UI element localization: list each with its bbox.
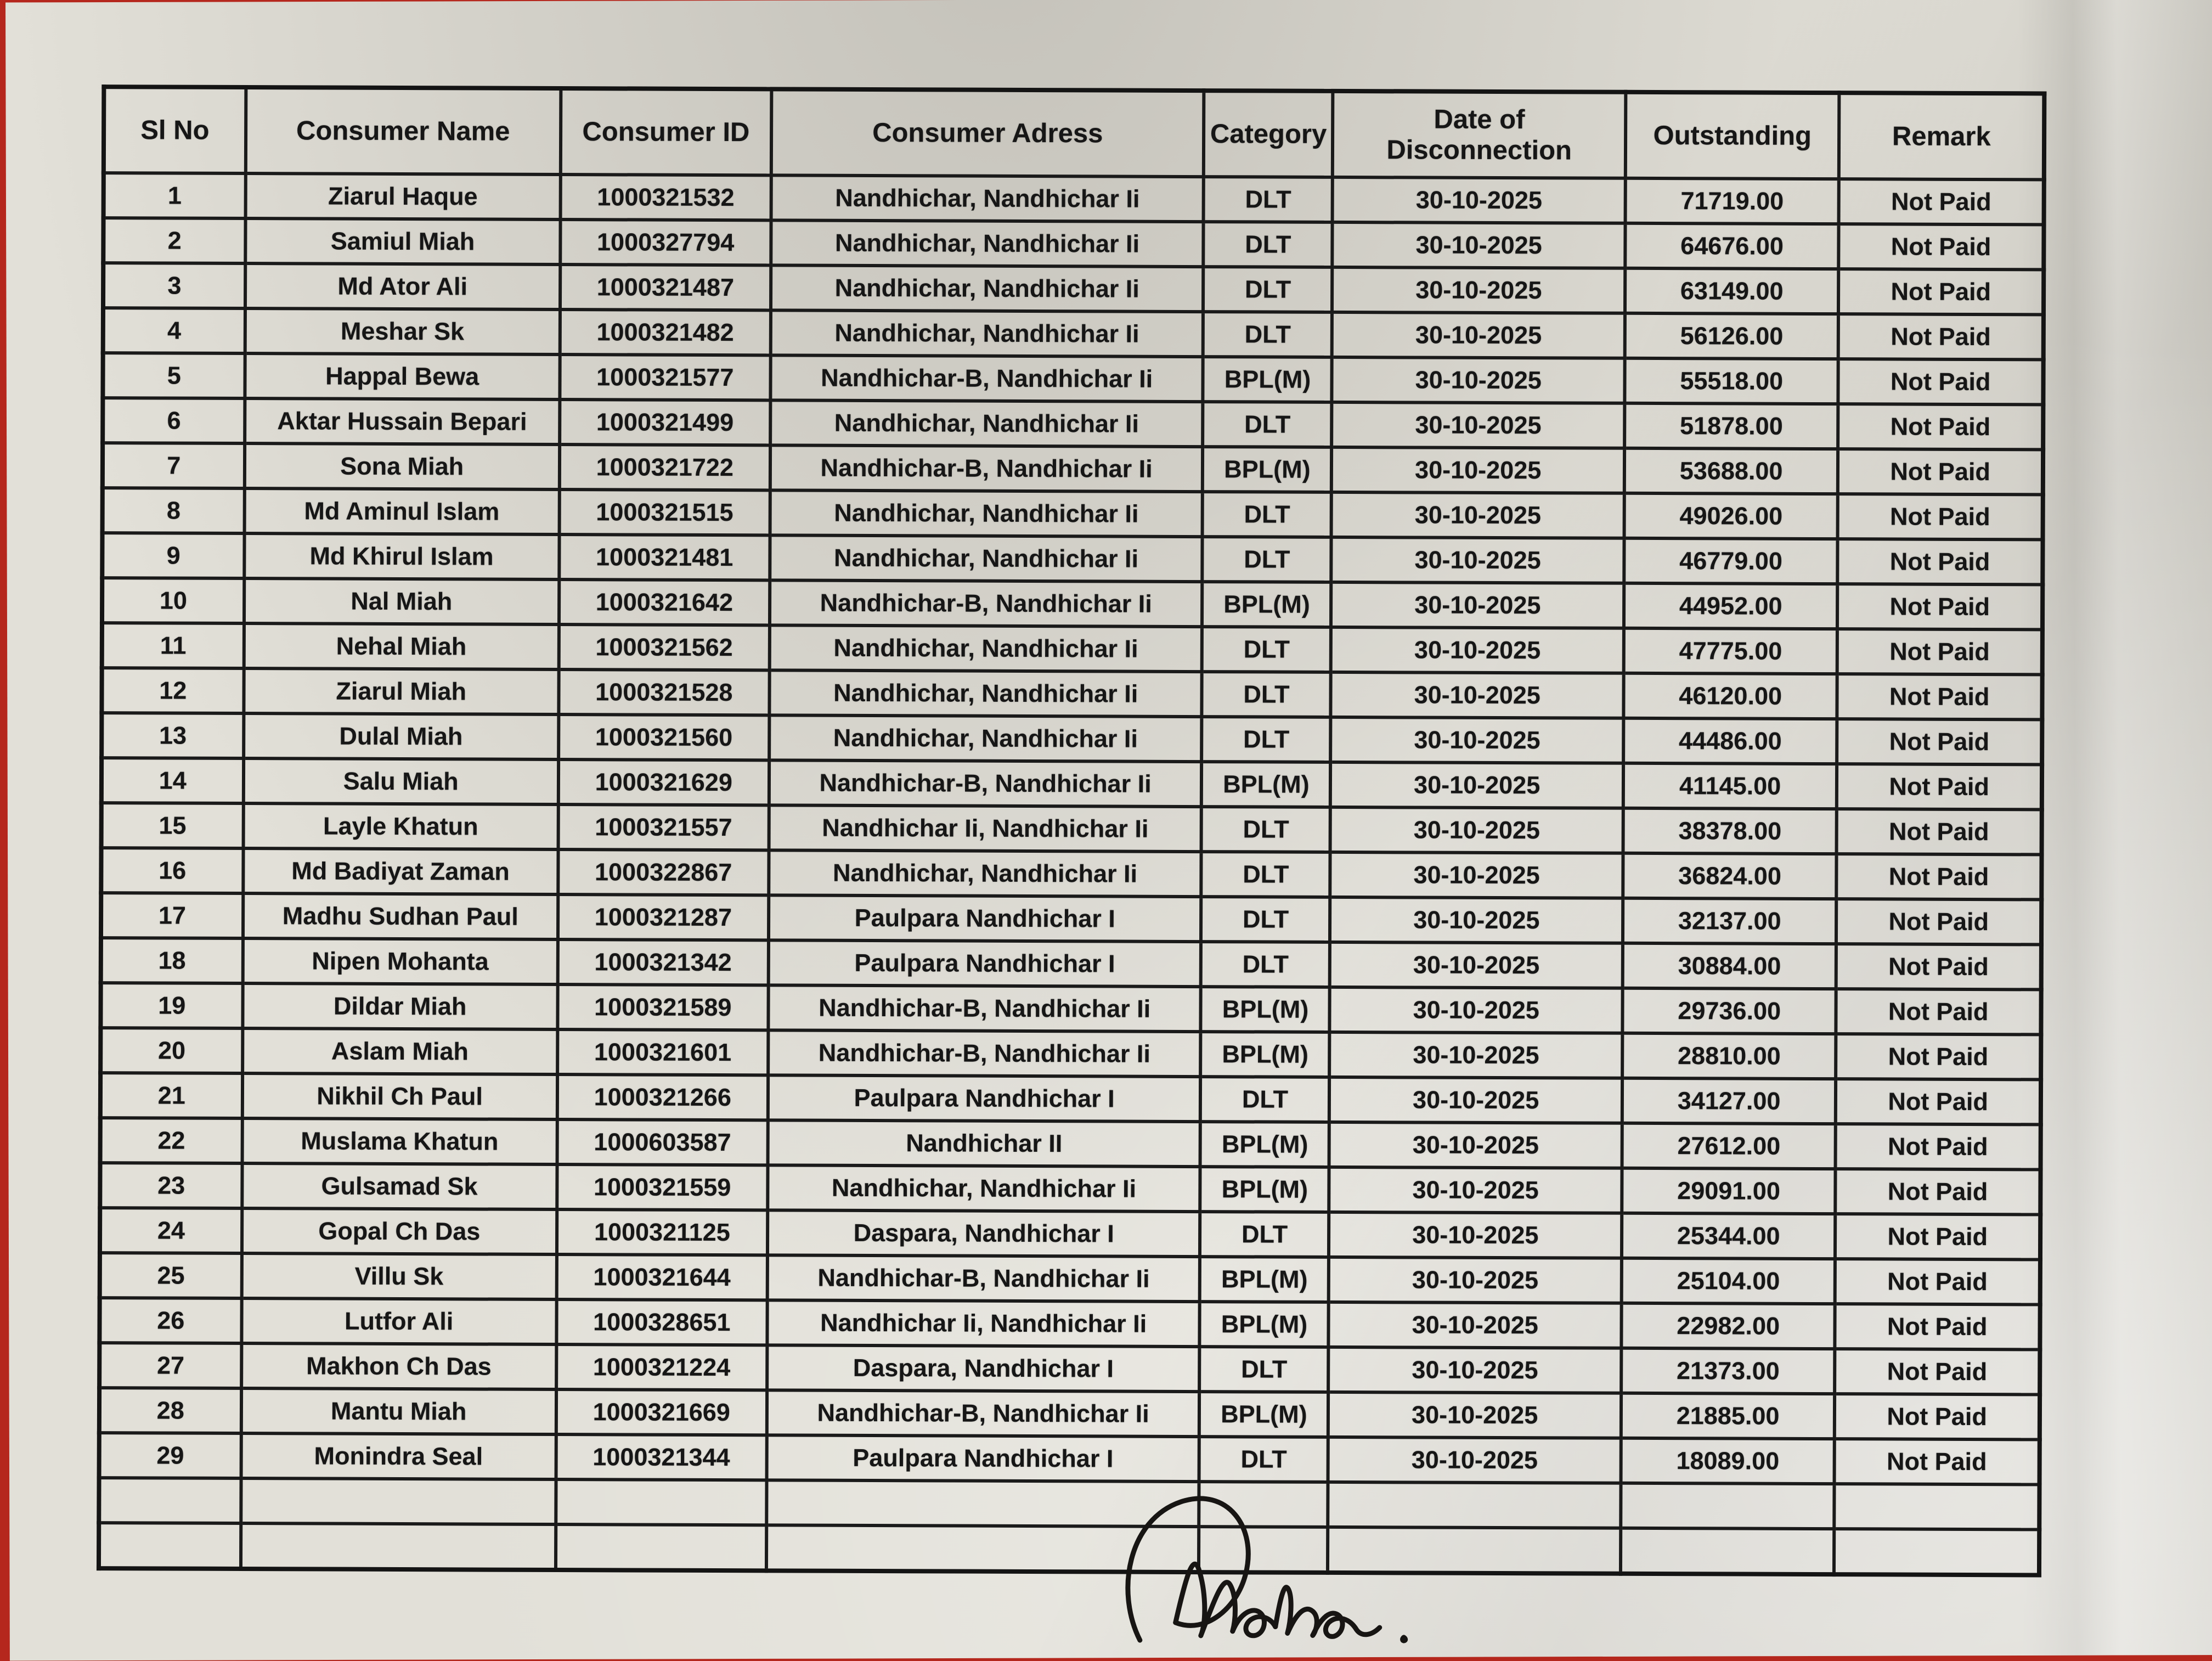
cell-remark: Not Paid [1835, 1304, 2040, 1349]
cell-category: DLT [1202, 672, 1331, 717]
cell-address: Nandhichar-B, Nandhichar Ii [770, 580, 1203, 627]
cell-address: Nandhichar, Nandhichar Ii [768, 1165, 1200, 1212]
cell-outstanding: 25104.00 [1622, 1258, 1836, 1304]
cell-id: 1000321577 [560, 354, 770, 400]
cell-id: 1000321722 [560, 444, 770, 490]
cell-date: 30-10-2025 [1329, 1167, 1622, 1213]
cell-name: Nal Miah [244, 578, 559, 624]
cell-date: 30-10-2025 [1332, 402, 1625, 448]
cell-category: BPL(M) [1201, 987, 1330, 1032]
cell-sl: 18 [101, 938, 243, 983]
cell-address: Nandhichar-B, Nandhichar Ii [768, 1255, 1200, 1302]
cell-date: 30-10-2025 [1329, 1302, 1622, 1348]
table-row [101, 938, 2041, 989]
cell-address: Nandhichar Ii, Nandhichar Ii [767, 1300, 1200, 1347]
cell-id: 1000321589 [557, 984, 768, 1030]
cell-name: Ziarul Miah [244, 668, 558, 714]
cell-outstanding: 29736.00 [1622, 988, 1836, 1034]
table-row [103, 353, 2043, 404]
cell-outstanding: 18089.00 [1621, 1438, 1835, 1484]
empty-cell-name [241, 1478, 556, 1524]
cell-remark: Not Paid [1836, 1079, 2041, 1124]
cell-name: Layle Khatun [243, 803, 558, 849]
cell-address: Nandhichar II [768, 1120, 1200, 1167]
cell-remark: Not Paid [1835, 1349, 2040, 1394]
cell-name: Gulsamad Sk [242, 1163, 557, 1209]
cell-address: Nandhichar, Nandhichar Ii [770, 490, 1203, 537]
cell-category: DLT [1201, 942, 1330, 987]
cell-id: 1000321601 [557, 1029, 768, 1075]
cell-remark: Not Paid [1836, 944, 2041, 989]
cell-sl: 5 [103, 353, 245, 398]
cell-id: 1000328651 [556, 1299, 767, 1345]
cell-date: 30-10-2025 [1329, 1122, 1622, 1168]
cell-date: 30-10-2025 [1330, 897, 1623, 943]
table-header [104, 87, 2045, 179]
cell-outstanding: 47775.00 [1624, 628, 1838, 674]
cell-id: 1000321266 [557, 1074, 768, 1120]
cell-outstanding: 25344.00 [1622, 1213, 1836, 1259]
cell-name: Md Aminul Islam [244, 488, 559, 534]
cell-remark: Not Paid [1838, 494, 2043, 539]
cell-name: Nipen Mohanta [242, 938, 557, 984]
cell-id: 1000321224 [556, 1344, 767, 1390]
cell-category: DLT [1200, 1212, 1329, 1257]
cell-category: DLT [1202, 717, 1331, 762]
cell-remark: Not Paid [1838, 314, 2044, 359]
cell-address: Nandhichar, Nandhichar Ii [771, 220, 1204, 267]
paper-sheet [5, 0, 2212, 1661]
cell-category: DLT [1200, 1077, 1329, 1122]
cell-remark: Not Paid [1837, 584, 2042, 629]
cell-remark: Not Paid [1835, 1439, 2040, 1484]
cell-id: 1000321532 [560, 174, 771, 220]
table-row [103, 308, 2044, 359]
cell-id: 1000321557 [558, 804, 769, 850]
cell-outstanding: 27612.00 [1622, 1123, 1836, 1169]
cell-address: Nandhichar, Nandhichar Ii [769, 670, 1202, 717]
cell-date: 30-10-2025 [1331, 672, 1624, 718]
cell-name: Ziarul Haque [245, 173, 560, 219]
table-row [102, 533, 2042, 584]
empty-cell-id [556, 1479, 766, 1525]
cell-name: Aslam Miah [242, 1028, 557, 1074]
cell-remark: Not Paid [1835, 1214, 2040, 1259]
table-row [100, 1163, 2040, 1214]
cell-outstanding: 56126.00 [1625, 313, 1839, 359]
cell-outstanding: 38378.00 [1623, 808, 1837, 854]
cell-sl: 12 [101, 668, 244, 713]
cell-category: DLT [1203, 312, 1332, 357]
cell-outstanding: 34127.00 [1622, 1078, 1836, 1124]
cell-category: DLT [1202, 627, 1331, 672]
cell-id: 1000321499 [560, 399, 770, 445]
cell-category: DLT [1204, 177, 1333, 222]
cell-id: 1000321342 [557, 939, 768, 985]
cell-category: BPL(M) [1201, 762, 1330, 807]
empty-row [99, 1478, 2039, 1529]
table-row [101, 758, 2042, 809]
cell-sl: 21 [100, 1073, 242, 1118]
cell-name: Dulal Miah [244, 713, 558, 759]
cell-remark: Not Paid [1838, 449, 2043, 494]
cell-name: Makhon Ch Das [241, 1343, 556, 1389]
cell-remark: Not Paid [1835, 1394, 2040, 1439]
cell-sl: 27 [99, 1343, 241, 1388]
cell-sl: 3 [103, 263, 245, 308]
table-row [102, 623, 2042, 674]
signature-handwriting [1098, 1475, 1450, 1657]
cell-address: Nandhichar-B, Nandhichar Ii [767, 1390, 1200, 1437]
cell-address: Nandhichar-B, Nandhichar Ii [770, 355, 1203, 402]
column-header-date: Date of Disconnection [1333, 91, 1626, 178]
cell-sl: 8 [103, 488, 245, 533]
cell-sl: 25 [100, 1253, 242, 1298]
cell-name: Mantu Miah [241, 1388, 556, 1434]
cell-sl: 19 [100, 983, 242, 1028]
cell-sl: 14 [101, 758, 244, 803]
cell-address: Nandhichar-B, Nandhichar Ii [768, 985, 1201, 1032]
cell-category: BPL(M) [1203, 357, 1332, 402]
cell-category: DLT [1201, 852, 1330, 897]
column-header-category: Category [1204, 91, 1333, 177]
empty-row [99, 1523, 2039, 1575]
cell-outstanding: 21373.00 [1621, 1348, 1835, 1394]
table-row [100, 983, 2041, 1034]
table-row [99, 1343, 2040, 1394]
cell-date: 30-10-2025 [1330, 852, 1623, 898]
cell-address: Paulpara Nandhichar I [768, 1075, 1201, 1122]
cell-id: 1000321642 [559, 579, 770, 625]
column-header-remark: Remark [1839, 93, 2044, 179]
cell-date: 30-10-2025 [1331, 627, 1624, 673]
cell-remark: Not Paid [1835, 1259, 2040, 1304]
column-header-name: Consumer Name [245, 87, 561, 174]
table-row [100, 1118, 2041, 1169]
cell-name: Meshar Sk [245, 308, 560, 354]
cell-address: Daspara, Nandhichar I [767, 1345, 1200, 1392]
table-row [103, 398, 2043, 449]
cell-outstanding: 36824.00 [1623, 853, 1837, 899]
cell-date: 30-10-2025 [1328, 1392, 1621, 1438]
cell-remark: Not Paid [1836, 899, 2041, 944]
cell-name: Muslama Khatun [242, 1118, 557, 1164]
cell-outstanding: 49026.00 [1624, 493, 1838, 539]
cell-sl: 29 [99, 1433, 241, 1478]
cell-id: 1000322867 [558, 849, 769, 895]
cell-address: Paulpara Nandhichar I [766, 1435, 1199, 1482]
table-row [100, 1073, 2041, 1124]
cell-category: DLT [1201, 807, 1330, 852]
cell-name: Md Ator Ali [245, 263, 560, 309]
cell-category: DLT [1201, 897, 1330, 942]
empty-cell-remark [1834, 1529, 2039, 1575]
cell-date: 30-10-2025 [1333, 222, 1626, 268]
cell-remark: Not Paid [1837, 854, 2042, 899]
empty-cell-id [556, 1524, 766, 1570]
cell-id: 1000321125 [557, 1209, 768, 1255]
table-row [101, 668, 2042, 719]
cell-address: Nandhichar, Nandhichar Ii [771, 310, 1204, 357]
cell-name: Nehal Miah [244, 623, 558, 669]
cell-outstanding: 44486.00 [1623, 718, 1837, 764]
empty-cell-outstanding [1621, 1483, 1835, 1529]
cell-category: BPL(M) [1201, 1032, 1330, 1077]
cell-address: Nandhichar-B, Nandhichar Ii [768, 1030, 1201, 1077]
cell-id: 1000321487 [560, 264, 771, 310]
cell-address: Nandhichar-B, Nandhichar Ii [770, 445, 1203, 492]
cell-date: 30-10-2025 [1331, 537, 1624, 583]
table-row [103, 263, 2044, 314]
cell-date: 30-10-2025 [1330, 987, 1623, 1033]
cell-sl: 28 [99, 1388, 241, 1433]
cell-sl: 2 [103, 218, 245, 263]
cell-address: Nandhichar Ii, Nandhichar Ii [769, 805, 1201, 852]
cell-category: DLT [1203, 402, 1332, 447]
cell-address: Nandhichar, Nandhichar Ii [770, 400, 1203, 447]
cell-name: Madhu Sudhan Paul [243, 893, 558, 939]
cell-sl: 10 [102, 578, 244, 623]
cell-id: 1000321669 [556, 1389, 767, 1435]
cell-address: Paulpara Nandhichar I [769, 895, 1201, 942]
cell-category: BPL(M) [1202, 582, 1331, 627]
cell-sl: 4 [103, 308, 245, 353]
table-row [103, 443, 2043, 494]
table-row [100, 1028, 2041, 1079]
disconnection-table [97, 85, 2046, 1577]
cell-category: DLT [1203, 537, 1331, 582]
cell-id: 1000603587 [557, 1119, 768, 1165]
cell-outstanding: 46779.00 [1624, 538, 1838, 584]
cell-date: 30-10-2025 [1331, 582, 1624, 628]
cell-date: 30-10-2025 [1332, 312, 1625, 358]
column-header-id: Consumer ID [561, 88, 772, 175]
cell-sl: 6 [103, 398, 245, 443]
table-row [101, 848, 2041, 899]
table-row [102, 578, 2042, 629]
cell-sl: 26 [99, 1298, 241, 1343]
cell-date: 30-10-2025 [1331, 717, 1624, 763]
cell-date: 30-10-2025 [1331, 492, 1624, 538]
cell-id: 1000321644 [556, 1254, 767, 1300]
cell-remark: Not Paid [1839, 179, 2044, 224]
cell-remark: Not Paid [1836, 1124, 2041, 1169]
header-row [104, 87, 2045, 179]
cell-name: Md Badiyat Zaman [243, 848, 558, 894]
cell-address: Daspara, Nandhichar I [768, 1210, 1200, 1257]
cell-id: 1000321344 [556, 1434, 766, 1480]
cell-date: 30-10-2025 [1330, 942, 1623, 988]
cell-id: 1000327794 [560, 219, 771, 265]
cell-date: 30-10-2025 [1330, 762, 1623, 808]
cell-remark: Not Paid [1836, 1034, 2041, 1079]
empty-cell-name [241, 1523, 556, 1570]
cell-date: 30-10-2025 [1330, 807, 1623, 853]
table-row [99, 1298, 2040, 1349]
cell-id: 1000321287 [558, 894, 769, 940]
cell-remark: Not Paid [1837, 674, 2042, 719]
cell-name: Monindra Seal [241, 1433, 556, 1479]
cell-outstanding: 53688.00 [1624, 448, 1838, 494]
cell-category: DLT [1203, 267, 1332, 312]
cell-sl: 23 [100, 1163, 242, 1208]
table-row [101, 713, 2042, 764]
cell-category: BPL(M) [1203, 447, 1331, 492]
table-row [101, 893, 2041, 944]
table-row [99, 1388, 2040, 1439]
cell-category: DLT [1204, 222, 1333, 267]
cell-outstanding: 22982.00 [1621, 1303, 1835, 1349]
cell-remark: Not Paid [1836, 989, 2041, 1034]
cell-remark: Not Paid [1837, 764, 2042, 809]
cell-name: Villu Sk [241, 1253, 556, 1299]
cell-sl: 13 [101, 713, 244, 758]
cell-outstanding: 21885.00 [1621, 1393, 1835, 1439]
cell-address: Nandhichar, Nandhichar Ii [771, 265, 1204, 312]
cell-date: 30-10-2025 [1329, 1212, 1622, 1258]
cell-sl: 22 [100, 1118, 242, 1163]
cell-address: Paulpara Nandhichar I [769, 940, 1201, 987]
cell-date: 30-10-2025 [1332, 357, 1625, 403]
cell-category: DLT [1203, 492, 1331, 537]
cell-sl: 20 [100, 1028, 242, 1073]
cell-remark: Not Paid [1838, 539, 2043, 584]
cell-address: Nandhichar-B, Nandhichar Ii [769, 760, 1202, 807]
cell-sl: 16 [101, 848, 243, 893]
cell-sl: 17 [101, 893, 243, 938]
cell-remark: Not Paid [1837, 719, 2042, 764]
cell-date: 30-10-2025 [1330, 1032, 1623, 1078]
empty-cell-outstanding [1621, 1528, 1835, 1574]
empty-cell-sl [99, 1478, 241, 1523]
cell-sl: 24 [100, 1208, 242, 1253]
cell-id: 1000321562 [558, 624, 769, 670]
cell-category: DLT [1200, 1347, 1329, 1392]
cell-outstanding: 71719.00 [1626, 178, 1839, 224]
column-header-address: Consumer Adress [771, 89, 1204, 177]
cell-category: BPL(M) [1200, 1302, 1329, 1347]
cell-address: Nandhichar, Nandhichar Ii [769, 850, 1201, 897]
table-row [103, 488, 2043, 539]
column-header-sl: Sl No [104, 87, 246, 173]
cell-sl: 15 [101, 803, 244, 848]
cell-outstanding: 64676.00 [1625, 223, 1839, 269]
cell-outstanding: 46120.00 [1623, 673, 1837, 719]
cell-date: 30-10-2025 [1329, 1257, 1622, 1303]
cell-remark: Not Paid [1838, 269, 2044, 314]
cell-name: Md Khirul Islam [244, 533, 559, 579]
cell-name: Nikhil Ch Paul [242, 1073, 557, 1119]
cell-name: Lutfor Ali [241, 1298, 556, 1344]
cell-name: Aktar Hussain Bepari [245, 398, 560, 444]
table-body [99, 173, 2044, 1575]
cell-id: 1000321528 [558, 669, 769, 715]
cell-outstanding: 32137.00 [1623, 898, 1837, 944]
table-row [103, 218, 2044, 269]
cell-outstanding: 29091.00 [1622, 1168, 1836, 1214]
table-row [104, 173, 2044, 224]
cell-outstanding: 44952.00 [1624, 583, 1838, 629]
cell-outstanding: 41145.00 [1623, 763, 1837, 809]
cell-id: 1000321629 [558, 759, 769, 805]
cell-remark: Not Paid [1837, 629, 2042, 674]
cell-category: BPL(M) [1200, 1122, 1329, 1167]
cell-remark: Not Paid [1838, 404, 2043, 449]
empty-cell-remark [1835, 1484, 2040, 1529]
cell-outstanding: 63149.00 [1625, 268, 1839, 314]
cell-id: 1000321559 [557, 1164, 768, 1210]
cell-category: DLT [1199, 1437, 1328, 1482]
cell-remark: Not Paid [1837, 809, 2042, 854]
cell-date: 30-10-2025 [1332, 267, 1625, 313]
table-row [99, 1433, 2040, 1484]
cell-id: 1000321481 [559, 534, 770, 580]
cell-address: Nandhichar, Nandhichar Ii [771, 175, 1204, 222]
cell-outstanding: 28810.00 [1622, 1033, 1836, 1079]
cell-sl: 1 [104, 173, 246, 218]
cell-name: Samiul Miah [245, 218, 560, 264]
table-row [100, 1208, 2040, 1259]
cell-date: 30-10-2025 [1333, 177, 1626, 223]
cell-name: Salu Miah [243, 758, 558, 804]
column-header-outstanding: Outstanding [1626, 92, 1839, 179]
cell-name: Dildar Miah [242, 983, 557, 1029]
cell-date: 30-10-2025 [1329, 1077, 1622, 1123]
cell-remark: Not Paid [1839, 224, 2044, 269]
cell-sl: 7 [103, 443, 245, 488]
cell-date: 30-10-2025 [1328, 1437, 1621, 1483]
cell-name: Gopal Ch Das [242, 1208, 557, 1254]
table-row [100, 1253, 2040, 1304]
cell-sl: 9 [102, 533, 244, 578]
empty-cell-sl [99, 1523, 241, 1569]
cell-category: BPL(M) [1200, 1167, 1329, 1212]
table-row [101, 803, 2042, 854]
cell-address: Nandhichar, Nandhichar Ii [770, 535, 1203, 582]
cell-address: Nandhichar, Nandhichar Ii [770, 625, 1203, 672]
cell-remark: Not Paid [1836, 1169, 2041, 1214]
cell-category: BPL(M) [1200, 1257, 1329, 1302]
cell-category: BPL(M) [1199, 1392, 1328, 1437]
cell-date: 30-10-2025 [1329, 1347, 1622, 1393]
cell-id: 1000321482 [560, 309, 770, 355]
cell-name: Sona Miah [244, 443, 559, 489]
cell-outstanding: 51878.00 [1624, 403, 1838, 449]
cell-date: 30-10-2025 [1331, 447, 1624, 493]
cell-sl: 11 [102, 623, 244, 668]
cell-id: 1000321515 [559, 489, 770, 535]
cell-name: Happal Bewa [245, 353, 560, 399]
cell-id: 1000321560 [558, 714, 769, 760]
cell-outstanding: 30884.00 [1623, 943, 1837, 989]
cell-outstanding: 55518.00 [1624, 358, 1838, 404]
cell-remark: Not Paid [1838, 359, 2044, 404]
cell-address: Nandhichar, Nandhichar Ii [769, 715, 1202, 762]
